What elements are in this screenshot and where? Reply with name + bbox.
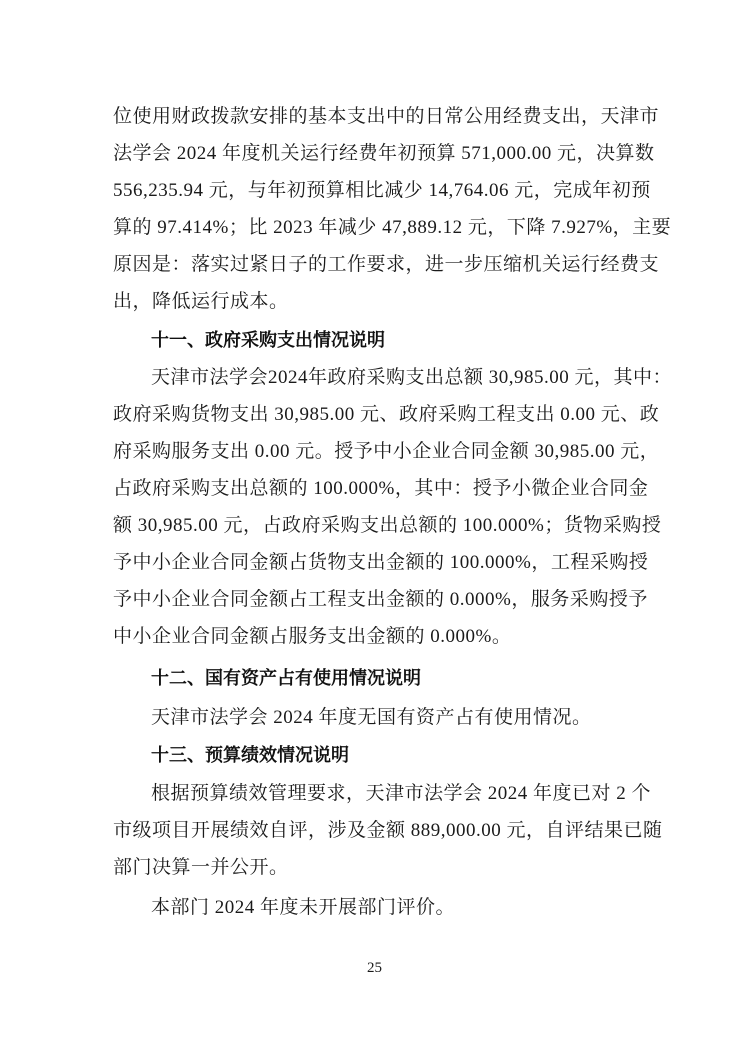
- paragraph-line: 算的 97.414%；比 2023 年减少 47,889.12 元，下降 7.927%，主要: [113, 217, 672, 238]
- paragraph-line: 政府采购货物支出 30,985.00 元、政府采购工程支出 0.00 元、政: [113, 404, 660, 425]
- section-heading-state-assets: 十二、国有资产占有使用情况说明: [151, 668, 421, 689]
- paragraph-line: 位使用财政拨款安排的基本支出中的日常公用经费支出，天津市: [113, 106, 660, 127]
- paragraph-line: 原因是：落实过紧日子的工作要求，进一步压缩机关运行经费支: [113, 254, 660, 275]
- paragraph-line: 556,235.94 元，与年初预算相比减少 14,764.06 元，完成年初预: [113, 180, 651, 201]
- paragraph-line: 额 30,985.00 元，占政府采购支出总额的 100.000%；货物采购授: [113, 515, 662, 536]
- paragraph-line: 根据预算绩效管理要求，天津市法学会 2024 年度已对 2 个: [151, 783, 652, 804]
- paragraph-line: 法学会 2024 年度机关运行经费年初预算 571,000.00 元，决算数: [113, 143, 655, 164]
- paragraph-line: 天津市法学会 2024 年度无国有资产占有使用情况。: [151, 707, 592, 728]
- paragraph-line: 中小企业合同金额占服务支出金额的 0.000%。: [113, 626, 512, 647]
- paragraph-line: 出，降低运行成本。: [113, 291, 289, 312]
- section-heading-budget-performance: 十三、预算绩效情况说明: [151, 745, 349, 766]
- paragraph-line: 部门决算一并公开。: [113, 857, 289, 878]
- paragraph-line: 府采购服务支出 0.00 元。授予中小企业合同金额 30,985.00 元，: [113, 441, 660, 462]
- page-number: 25: [367, 960, 382, 976]
- paragraph-line: 予中小企业合同金额占货物支出金额的 100.000%，工程采购授: [113, 552, 649, 573]
- paragraph-line: 占政府采购支出总额的 100.000%，其中：授予小微企业合同金: [113, 478, 649, 499]
- section-heading-government-procurement: 十一、政府采购支出情况说明: [151, 330, 385, 351]
- paragraph-line: 市级项目开展绩效自评，涉及金额 889,000.00 元，自评结果已随: [113, 820, 663, 841]
- paragraph-line: 天津市法学会2024年政府采购支出总额 30,985.00 元，其中：: [151, 367, 673, 388]
- paragraph-line: 本部门 2024 年度未开展部门评价。: [151, 897, 456, 918]
- paragraph-line: 予中小企业合同金额占工程支出金额的 0.000%，服务采购授予: [113, 589, 648, 610]
